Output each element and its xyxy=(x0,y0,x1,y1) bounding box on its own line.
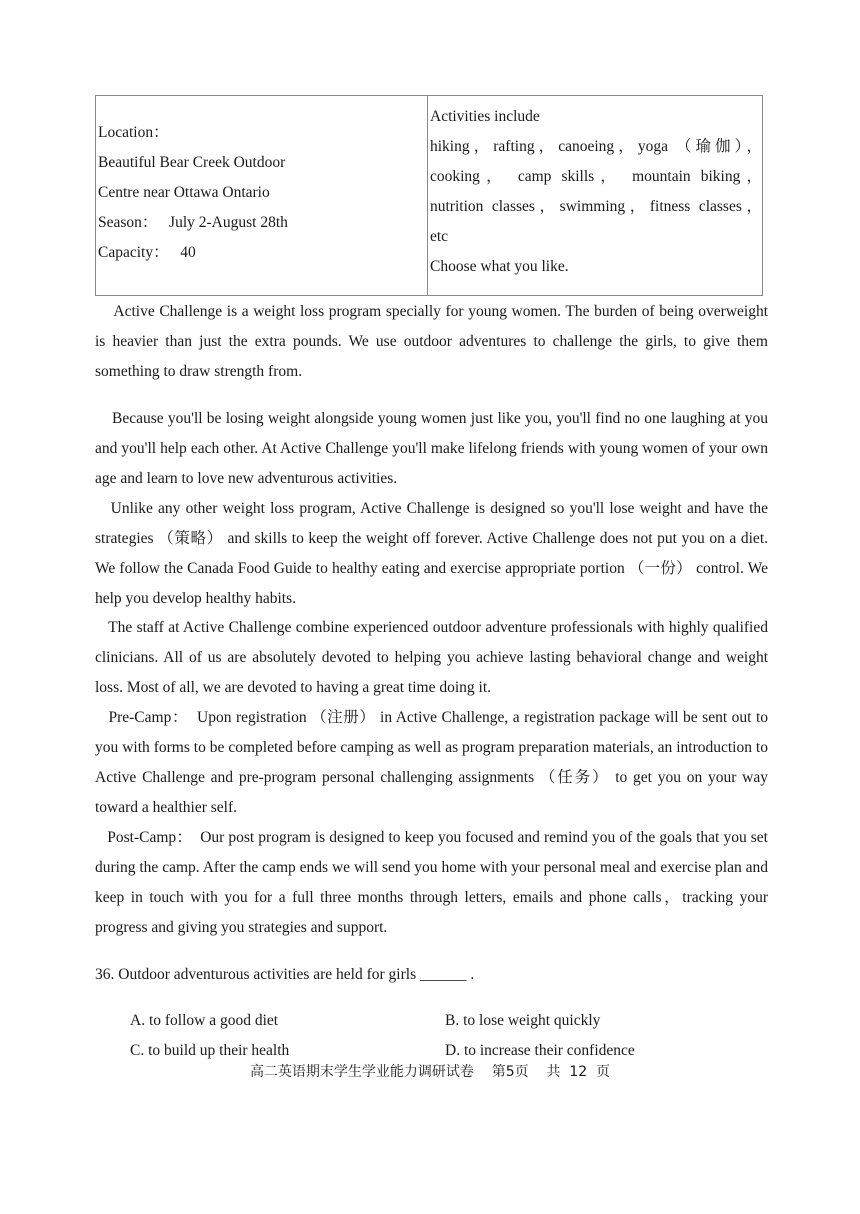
question-36-stem: 36. Outdoor adventurous activities are held for girls ______ . xyxy=(95,966,475,983)
season-text: Season： July 2-August 28th xyxy=(98,214,288,231)
activities-line-3: cooking， camp skills， mountain biking， xyxy=(430,168,762,185)
location-line-1: Beautiful Bear Creek Outdoor xyxy=(98,154,286,171)
table-cell-activities xyxy=(428,96,762,295)
activities-line-6: Choose what you like. xyxy=(430,258,569,275)
option-c: C. to build up their health xyxy=(130,1042,290,1059)
location-label: Location： xyxy=(98,124,169,141)
paragraph-6: Post-Camp： Our post program is designed to keep you focused and remind you of the goals that you set during the camp. After the camp ends we will send you home with your personal meal and exercise plan and keep in touch with you for a full three months through letters, emails and phone calls，tracking your progress and giving you strategies and support. xyxy=(95,829,772,936)
paragraph-4: The staff at Active Challenge combine experienced outdoor adventure professionals with highly qualified clinicians. All of us are absolutely devoted to helping you achieve lasting behavioral change and weight loss. Most of all, we are devoted to having a great time doing it. xyxy=(95,619,772,696)
paragraph-1: Active Challenge is a weight loss program specially for young women. The burden of being overweight is heavier than just the extra pounds. We use outdoor adventures to challenge the girls, to give them something to draw strength from. xyxy=(95,303,772,380)
table-cell-location xyxy=(96,96,428,295)
capacity-text: Capacity： 40 xyxy=(98,244,196,261)
activities-line-5: etc xyxy=(430,228,449,245)
info-table xyxy=(95,95,763,296)
option-b: B. to lose weight quickly xyxy=(445,1012,601,1029)
paragraph-5: Pre-Camp： Upon registration （注册） in Active Challenge, a registration package will be sent out to you with forms to be completed before camping as well as program preparation materials, an introduction to Active Challenge and pre-program personal challenging assignments （任务） to get you on your way toward a healthier self. xyxy=(95,709,772,816)
paragraph-3: Unlike any other weight loss program, Active Challenge is designed so you'll lose weight and have the strategies （策略） and skills to keep the weight off forever. Active Challenge does not put you on a diet. We follow the Canada Food Guide to healthy eating and exercise appropriate portion （一份） control. We help you develop healthy habits. xyxy=(95,500,772,607)
activities-line-2: hiking，rafting，canoeing，yoga （瑜伽）， xyxy=(430,138,762,155)
option-a: A. to follow a good diet xyxy=(130,1012,279,1029)
paragraph-2: Because you'll be losing weight alongside young women just like you, you'll find no one laughing at you and you'll help each other. At Active Challenge you'll make lifelong friends with young women of your own age and learn to love new adventurous activities. xyxy=(95,410,772,487)
page-footer: 高二英语期末学生学业能力调研试卷 第5页 共 12 页 xyxy=(249,1064,611,1080)
activities-line-1: Activities include xyxy=(430,108,540,125)
location-line-2: Centre near Ottawa Ontario xyxy=(98,184,270,201)
option-d: D. to increase their confidence xyxy=(445,1042,635,1059)
activities-line-4: nutrition classes，swimming，fitness classes， xyxy=(430,198,762,215)
